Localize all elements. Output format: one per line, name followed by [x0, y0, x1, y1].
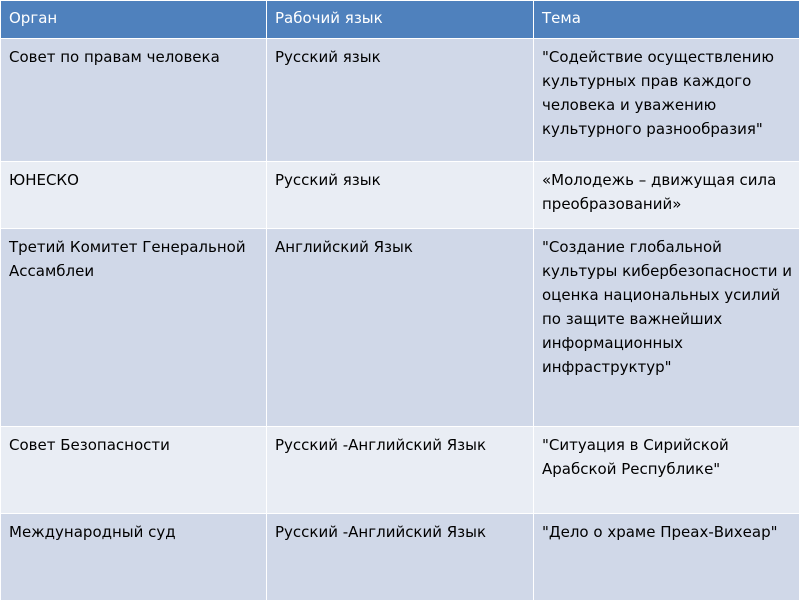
cell-organ: Совет Безопасности	[1, 427, 267, 514]
header-topic: Тема	[534, 1, 800, 39]
cell-topic: "Ситуация в Сирийской Арабской Республике"	[534, 427, 800, 514]
header-organ: Орган	[1, 1, 267, 39]
table-row	[1, 427, 800, 514]
table-row	[1, 162, 800, 229]
cell-language: Русский -Английский Язык	[267, 427, 534, 514]
cell-topic: "Содействие осуществлению культурных прав каждого человека и уважению культурного разнообразия"	[534, 39, 800, 162]
cell-language: Русский язык	[267, 39, 534, 162]
table-body	[1, 39, 800, 600]
cell-organ: Международный суд	[1, 514, 267, 600]
cell-language: Английский Язык	[267, 229, 534, 427]
header-language: Рабочий язык	[267, 1, 534, 39]
header-row	[1, 1, 800, 39]
cell-language: Русский -Английский Язык	[267, 514, 534, 600]
table-row	[1, 229, 800, 427]
cell-topic: «Молодежь – движущая сила преобразований»	[534, 162, 800, 229]
table-row	[1, 39, 800, 162]
cell-organ: ЮНЕСКО	[1, 162, 267, 229]
table-row	[1, 514, 800, 600]
cell-language: Русский язык	[267, 162, 534, 229]
cell-organ: Третий Комитет Генеральной Ассамблеи	[1, 229, 267, 427]
table-header	[1, 1, 800, 39]
cell-topic: "Создание глобальной культуры кибербезопасности и оценка национальных усилий по защите важнейших информационных инфраструктур"	[534, 229, 800, 427]
cell-topic: "Дело о храме Преах-Вихеар"	[534, 514, 800, 600]
cell-organ: Совет по правам человека	[1, 39, 267, 162]
